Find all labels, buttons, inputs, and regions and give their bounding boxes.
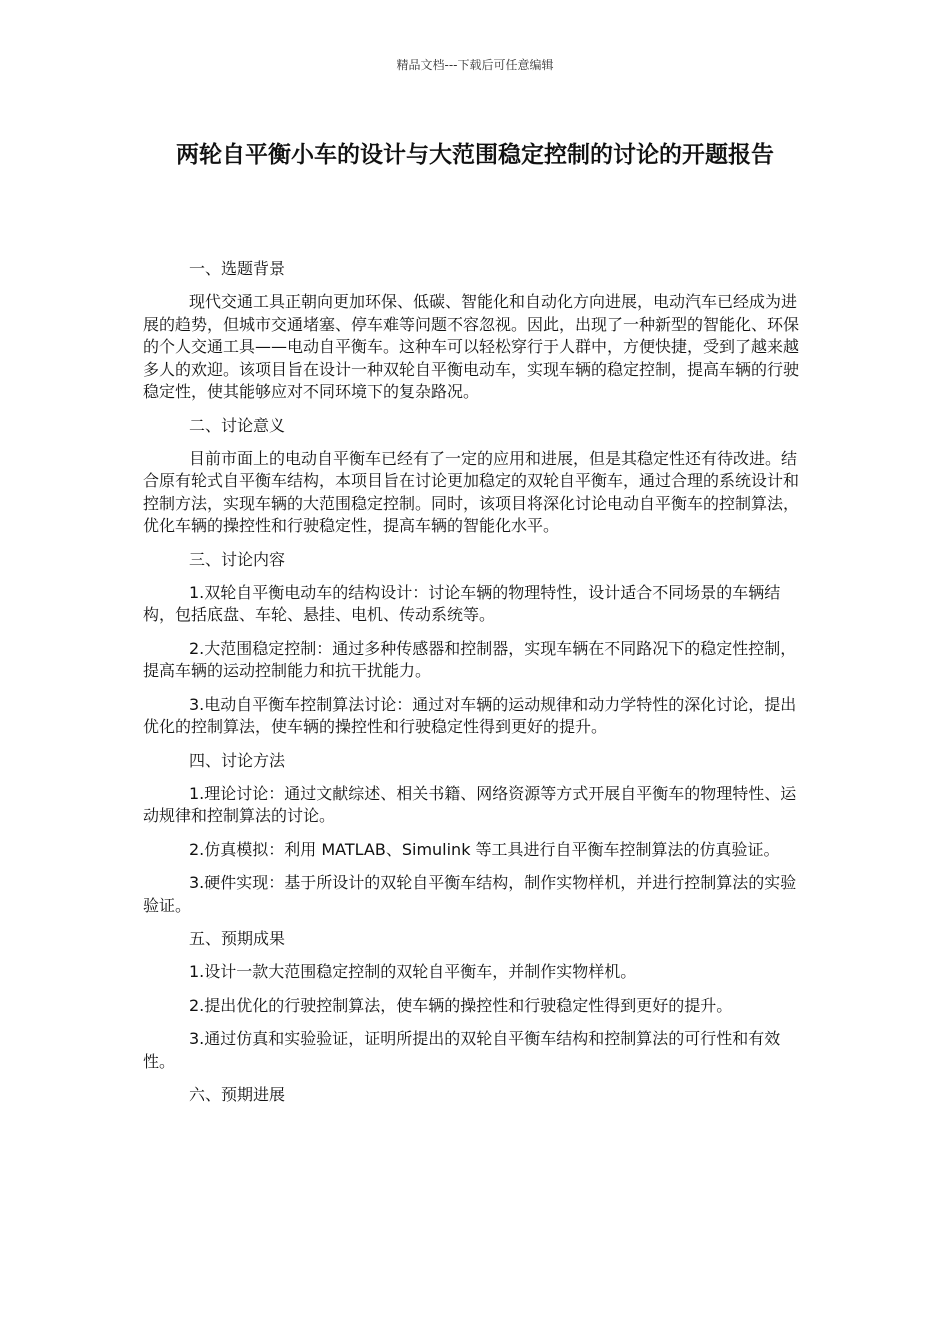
section-content: [143, 549, 808, 739]
paragraph: 2.提出优化的行驶控制算法，使车辆的操控性和行驶稳定性得到更好的提升。: [189, 995, 733, 1015]
paragraph: 3.通过仿真和实验验证，证明所提出的双轮自平衡车结构和控制算法的可行性和有效性。: [143, 1029, 781, 1071]
section-methods: [143, 750, 808, 918]
paragraph: 1.双轮自平衡电动车的结构设计：讨论车辆的物理特性，设计适合不同场景的车辆结构，包括底盘、车轮、悬挂、电机、传动系统等。: [143, 582, 781, 624]
paragraph: 现代交通工具正朝向更加环保、低碳、智能化和自动化方向进展，电动汽车已经成为进展的趋势，但城市交通堵塞、停车难等问题不容忽视。因此，出现了一种新型的智能化、环保的个人交通工具——电动自平衡车。这种车可以轻松穿行于人群中，方便快捷，受到了越来越多人的欢迎。该项目旨在设计一种双轮自平衡电动车，实现车辆的稳定控制，提高车辆的行驶稳定性，使其能够应对不同环境下的复杂路况。: [143, 292, 800, 401]
paragraph: 1.理论讨论：通过文献综述、相关书籍、网络资源等方式开展自平衡车的物理特性、运动规律和控制算法的讨论。: [143, 783, 797, 825]
section-heading: 五、预期成果: [189, 929, 286, 948]
section-expected-results: [143, 928, 808, 1073]
section-expected-progress: [143, 1084, 808, 1106]
document-body: [143, 258, 808, 1117]
section-heading: 二、讨论意义: [189, 415, 286, 435]
section-heading: 一、选题背景: [189, 259, 286, 278]
section-background: [143, 258, 808, 404]
paragraph: 1.设计一款大范围稳定控制的双轮自平衡车，并制作实物样机。: [189, 962, 637, 981]
section-significance: [143, 415, 808, 538]
paragraph: 3.硬件实现：基于所设计的双轮自平衡车结构，制作实物样机，并进行控制算法的实验验证。: [143, 873, 797, 915]
section-heading: 四、讨论方法: [189, 750, 286, 770]
section-heading: 三、讨论内容: [189, 549, 286, 569]
header-note: 精品文档---下载后可任意编辑: [396, 58, 554, 72]
document-title: 两轮自平衡小车的设计与大范围稳定控制的讨论的开题报告: [176, 142, 774, 168]
paragraph: 2.仿真模拟：利用 MATLAB、Simulink 等工具进行自平衡车控制算法的仿真验证。: [189, 839, 780, 859]
section-heading: 六、预期进展: [189, 1085, 286, 1104]
paragraph: 2.大范围稳定控制：通过多种传感器和控制器，实现车辆在不同路况下的稳定性控制，提高车辆的运动控制能力和抗干扰能力。: [143, 638, 797, 680]
paragraph: 3.电动自平衡车控制算法讨论：通过对车辆的运动规律和动力学特性的深化讨论，提出优化的控制算法，使车辆的操控性和行驶稳定性得到更好的提升。: [143, 694, 797, 736]
paragraph: 目前市面上的电动自平衡车已经有了一定的应用和进展，但是其稳定性还有待改进。结合原有轮式自平衡车结构，本项目旨在讨论更加稳定的双轮自平衡车，通过合理的系统设计和控制方法，实现车辆的大范围稳定控制。同时，该项目将深化讨论电动自平衡车的控制算法，优化车辆的操控性和行驶稳定性，提高车辆的智能化水平。: [143, 448, 800, 535]
